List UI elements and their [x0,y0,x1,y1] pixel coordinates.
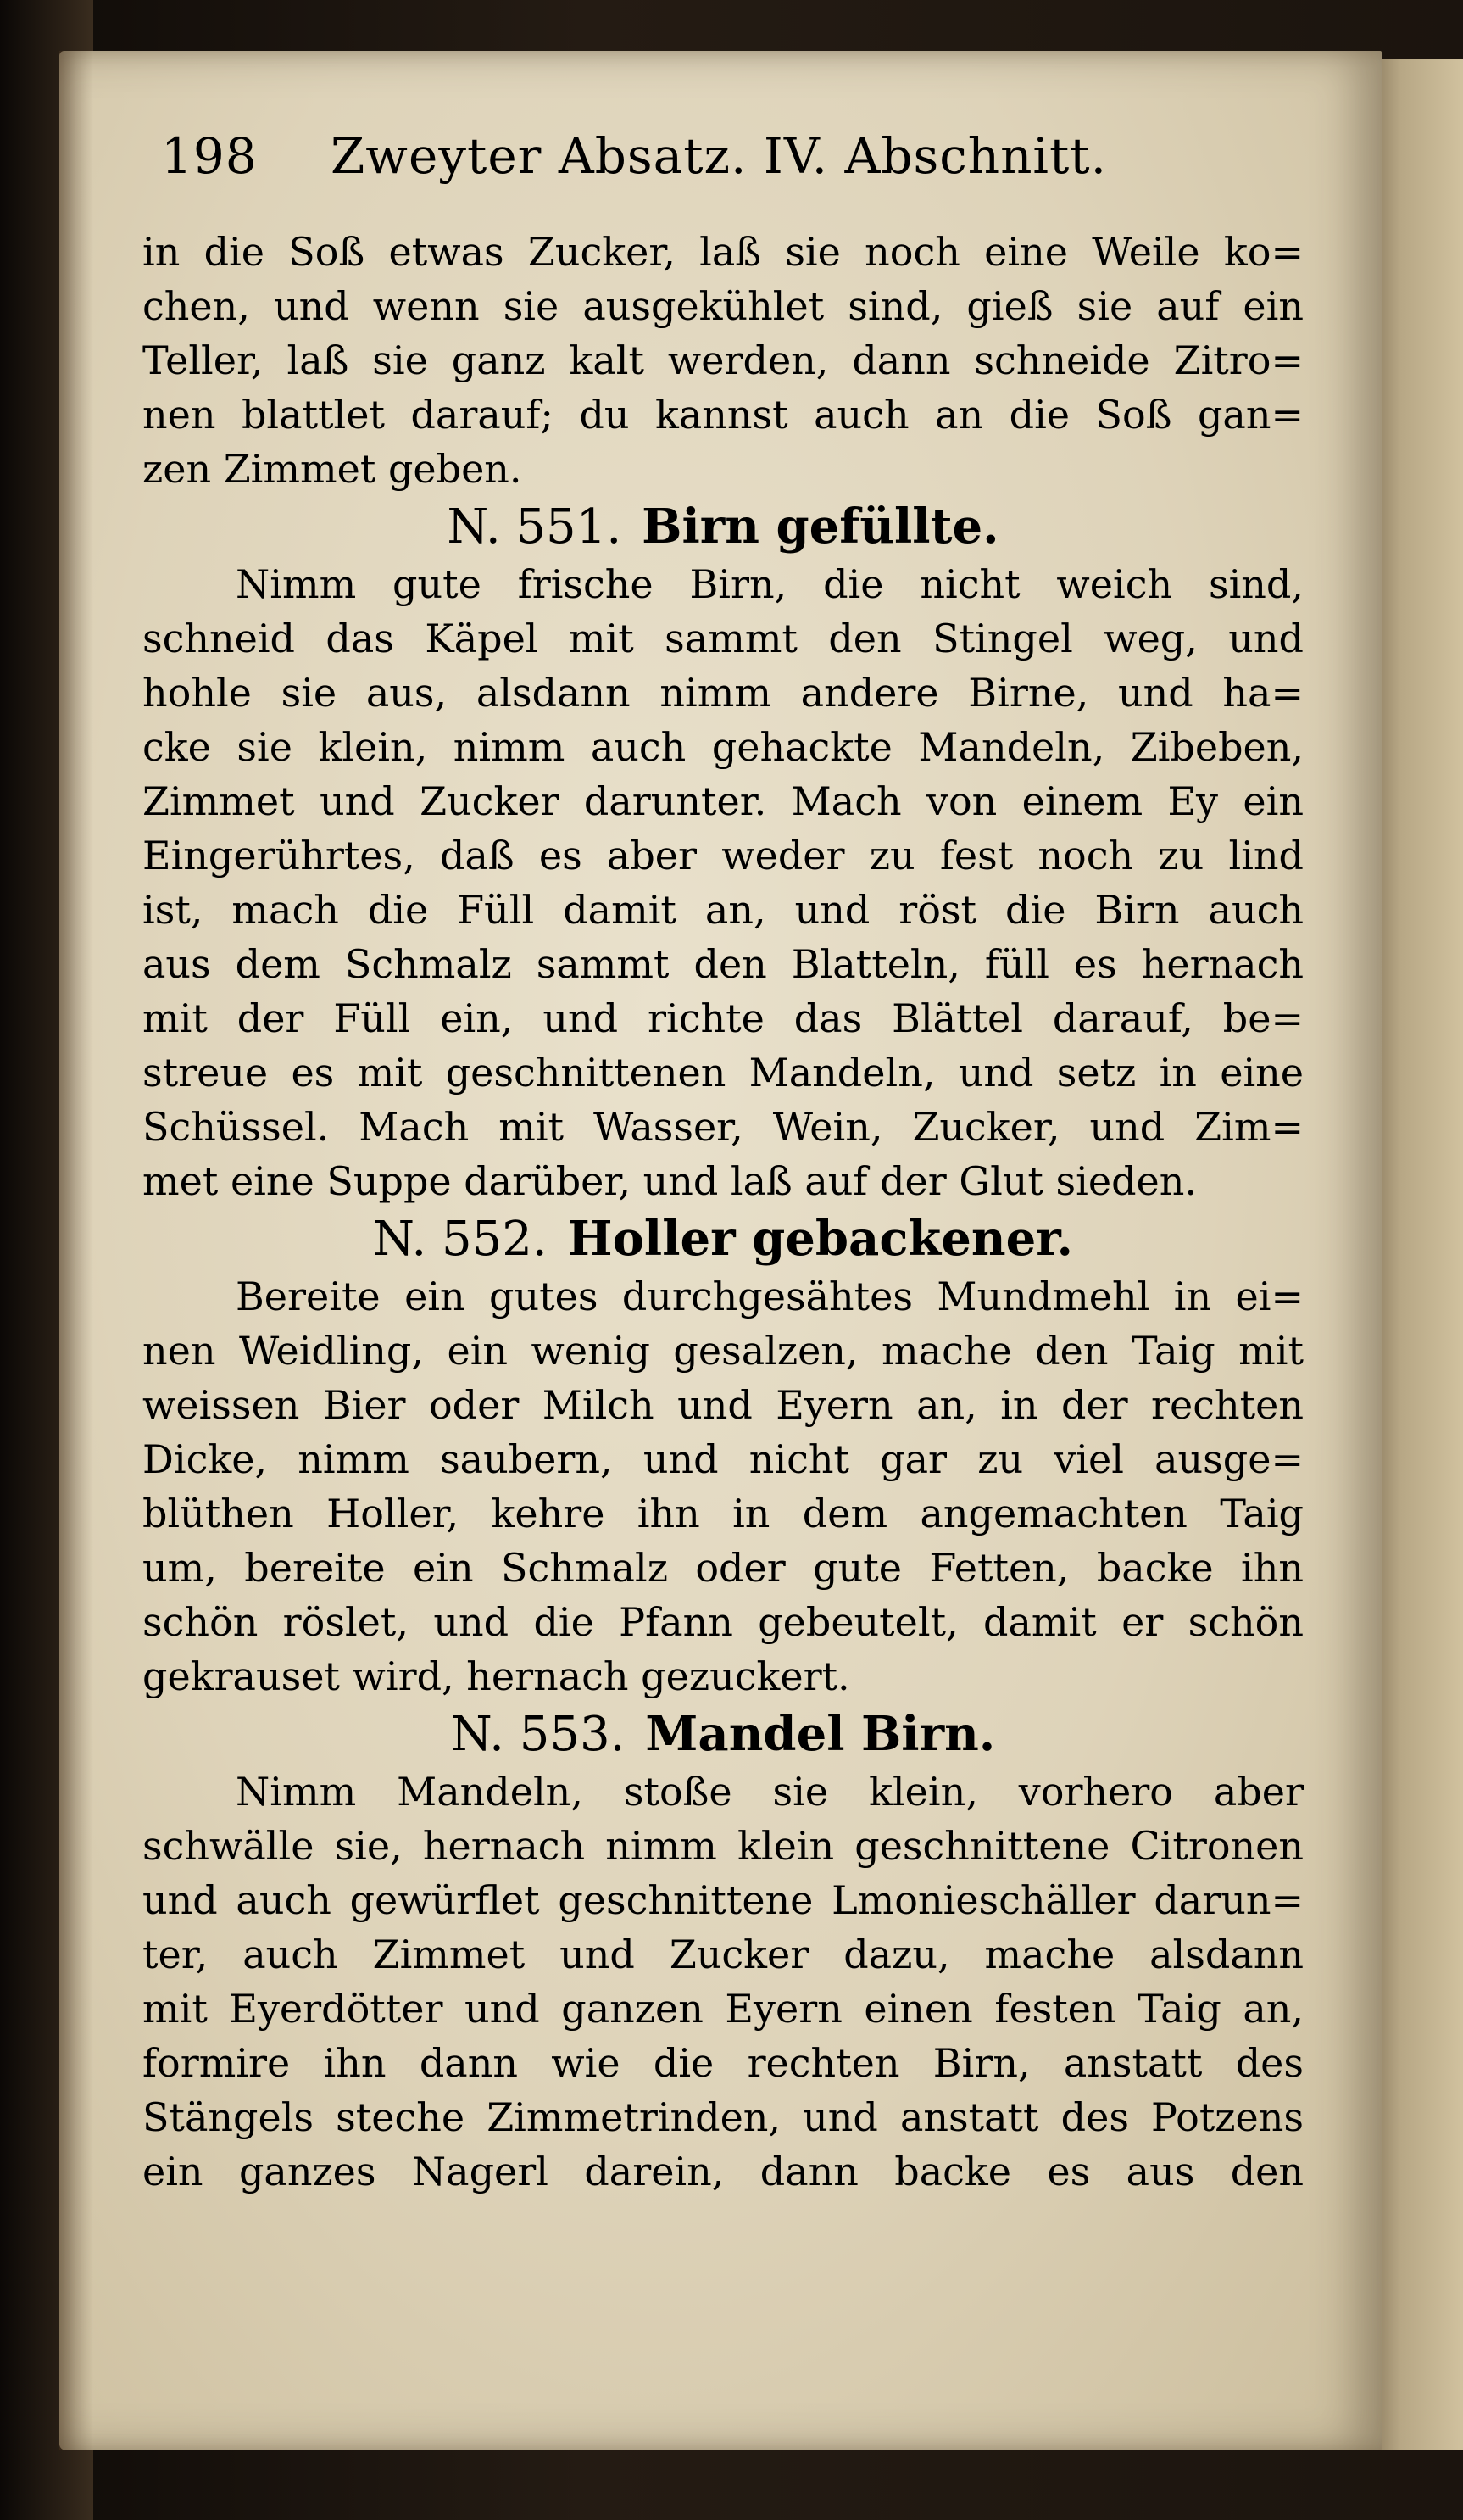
text-line: chen, und wenn sie ausgekühlet sind, gieß sie auf ein [142,283,1304,329]
recipe-title: Birn gefüllte. [642,499,999,555]
text-line: Zimmet und Zucker darunter. Mach von einem Ey ein [142,778,1304,824]
text-line: zen Zimmet geben. [142,446,522,492]
text-line: mit der Füll ein, und richte das Blättel darauf, be= [142,995,1304,1041]
text-line: ein ganzes Nagerl darein, dann backe es aus den [142,2149,1304,2194]
text-line: ist, mach die Füll damit an, und röst die Birn auch [142,887,1304,933]
recipe-heading [142,1208,1304,1269]
text-line: gekrauset wird, hernach gezuckert. [142,1653,850,1699]
text-line: mit Eyerdötter und ganzen Eyern einen festen Taig an, [142,1986,1304,2032]
recipe-heading [142,496,1304,557]
text-line: met eine Suppe darüber, und laß auf der Glut sieden. [142,1158,1197,1204]
running-head [161,127,1161,220]
text-line: Bereite ein gutes durchgesähtes Mundmehl in ei= [236,1274,1304,1319]
page-number: 198 [161,127,258,185]
recipe-heading [142,1703,1304,1765]
text-line: streue es mit geschnittenen Mandeln, und setz in eine [142,1050,1304,1096]
text-line: formire ihn dann wie die rechten Birn, anstatt des [142,2040,1304,2086]
text-line: nen Weidling, ein wenig gesalzen, mache den Taig mit [142,1328,1304,1374]
text-line: Teller, laß sie ganz kalt werden, dann schneide Zitro= [142,337,1304,383]
text-line: in die Soß etwas Zucker, laß sie noch eine Weile ko= [142,229,1304,275]
text-line: ter, auch Zimmet und Zucker dazu, mache alsdann [142,1932,1304,1977]
text-line: Nimm gute frische Birn, die nicht weich sind, [236,561,1304,607]
text-line: und auch gewürflet geschnittene Lmonieschäller darun= [142,1877,1304,1923]
page-body [142,225,1304,2199]
text-line: schwälle sie, hernach nimm klein geschnittene Citronen [142,1823,1304,1869]
facing-page-edge [1369,59,1463,2450]
text-line: hohle sie aus, alsdann nimm andere Birne, und ha= [142,670,1304,716]
text-line: blüthen Holler, kehre ihn in dem angemachten Taig [142,1491,1304,1536]
text-line: cke sie klein, nimm auch gehackte Mandeln, Zibeben, [142,724,1304,770]
recipe-title: Holler gebackener. [567,1211,1074,1267]
text-line: Schüssel. Mach mit Wasser, Wein, Zucker, und Zim= [142,1104,1304,1150]
recipe-title: Mandel Birn. [645,1706,996,1762]
text-line: aus dem Schmalz sammt den Blatteln, füll es hernach [142,941,1304,987]
text-line: Stängels steche Zimmetrinden, und anstatt des Potzens [142,2094,1304,2140]
text-line: Dicke, nimm saubern, und nicht gar zu viel ausge= [142,1436,1304,1482]
recipe-number: N. 552. [372,1212,548,1267]
text-line: nen blattlet darauf; du kannst auch an die Soß gan= [142,392,1304,438]
text-line: weissen Bier oder Milch und Eyern an, in der rechten [142,1382,1304,1428]
text-line: um, bereite ein Schmalz oder gute Fetten, backe ihn [142,1545,1304,1591]
text-line: Nimm Mandeln, stoße sie klein, vorhero aber [236,1769,1304,1815]
text-line: Eingerührtes, daß es aber weder zu fest noch zu lind [142,833,1304,878]
text-line: schön röslet, und die Pfann gebeutelt, damit er schön [142,1599,1304,1645]
recipe-number: N. 553. [450,1707,626,1762]
text-line: schneid das Käpel mit sammt den Stingel weg, und [142,616,1304,661]
running-title: Zweyter Absatz. IV. Abschnitt. [331,127,1108,185]
recipe-number: N. 551. [447,499,622,555]
